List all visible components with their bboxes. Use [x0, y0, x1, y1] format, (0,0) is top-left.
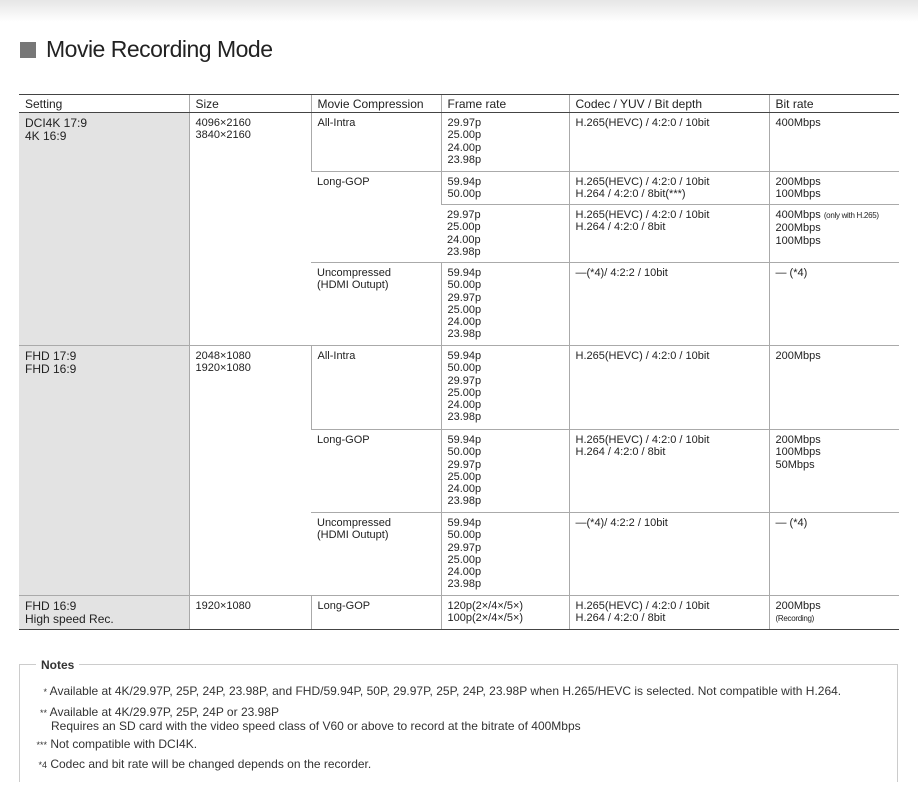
compression-cell: Long-GOP: [311, 430, 441, 513]
page-title: [20, 36, 273, 63]
codec-cell: H.265(HEVC) / 4:2:0 / 10bit: [569, 346, 769, 430]
frame-rate-cell: 59.94p 50.00p 29.97p 25.00p 24.00p 23.98p: [441, 263, 569, 346]
compression-cell: Uncompressed (HDMI Outupt): [311, 263, 441, 346]
table-row: [19, 113, 899, 172]
col-header-bit-rate: Bit rate: [769, 95, 899, 113]
setting-cell: FHD 17:9 FHD 16:9: [19, 346, 189, 596]
frame-rate-cell: 120p(2×/4×/5×) 100p(2×/4×/5×): [441, 596, 569, 630]
note-item: * Available at 4K/29.97P, 25P, 24P, 23.98P, and FHD/59.94P, 50P, 29.97P, 25P, 24P, 23.98P when H.265/HEVC is selected. Not compatible with H.264.: [43, 684, 842, 698]
frame-rate-cell: 59.94p 50.00p: [441, 172, 569, 205]
title-square-icon: [20, 42, 36, 58]
col-header-compression: Movie Compression: [311, 95, 441, 113]
setting-cell: FHD 16:9 High speed Rec.: [19, 596, 189, 630]
compression-cell: All-Intra: [311, 346, 441, 430]
size-cell: 1920×1080: [189, 596, 311, 630]
size-cell: 4096×2160 3840×2160: [189, 113, 311, 346]
bit-rate-cell: 400Mbps: [769, 113, 899, 172]
frame-rate-cell: 59.94p 50.00p 29.97p 25.00p 24.00p 23.98p: [441, 513, 569, 596]
codec-cell: H.265(HEVC) / 4:2:0 / 10bit H.264 / 4:2:0 / 8bit: [569, 205, 769, 263]
bit-rate-cell: 200Mbps 100Mbps 50Mbps: [769, 430, 899, 513]
bit-rate-cell: — (*4): [769, 513, 899, 596]
compression-cell: Long-GOP: [311, 596, 441, 630]
col-header-size: Size: [189, 95, 311, 113]
codec-cell: H.265(HEVC) / 4:2:0 / 10bit H.264 / 4:2:0 / 8bit: [569, 596, 769, 630]
size-cell: 2048×1080 1920×1080: [189, 346, 311, 596]
bit-rate-cell: — (*4): [769, 263, 899, 346]
codec-cell: —(*4)/ 4:2:2 / 10bit: [569, 513, 769, 596]
codec-cell: H.265(HEVC) / 4:2:0 / 10bit: [569, 113, 769, 172]
bit-rate-cell: 200Mbps: [769, 346, 899, 430]
setting-cell: DCI4K 17:9 4K 16:9: [19, 113, 189, 346]
frame-rate-cell: 59.94p 50.00p 29.97p 25.00p 24.00p 23.98p: [441, 346, 569, 430]
bit-rate-cell: 200Mbps 100Mbps: [769, 172, 899, 205]
note-item: ** Available at 4K/29.97P, 25P, 24P or 23.98P Requires an SD card with the video speed class of V60 or above to record at the bitrate of 400Mbps: [39, 705, 581, 733]
bit-rate-cell: 200Mbps (Recording): [769, 596, 899, 630]
bit-rate-cell: 400Mbps (only with H.265) 200Mbps 100Mbps: [769, 205, 899, 263]
note-item: *4 Codec and bit rate will be changed depends on the recorder.: [38, 757, 372, 771]
compression-cell: All-Intra: [311, 113, 441, 172]
frame-rate-cell: 29.97p 25.00p 24.00p 23.98p: [441, 205, 569, 263]
codec-cell: H.265(HEVC) / 4:2:0 / 10bit H.264 / 4:2:0 / 8bit: [569, 430, 769, 513]
frame-rate-cell: 59.94p 50.00p 29.97p 25.00p 24.00p 23.98p: [441, 430, 569, 513]
col-header-codec: Codec / YUV / Bit depth: [569, 95, 769, 113]
notes-box: [19, 658, 898, 782]
note-item: *** Not compatible with DCI4K.: [36, 737, 198, 751]
compression-cell: Long-GOP: [311, 172, 441, 263]
codec-cell: H.265(HEVC) / 4:2:0 / 10bit H.264 / 4:2:0 / 8bit(***): [569, 172, 769, 205]
recording-mode-table: [19, 94, 899, 630]
table-row: [19, 346, 899, 430]
page-title-text: Movie Recording Mode: [46, 36, 273, 62]
col-header-frame-rate: Frame rate: [441, 95, 569, 113]
frame-rate-cell: 29.97p 25.00p 24.00p 23.98p: [441, 113, 569, 172]
top-shade: [0, 0, 918, 22]
notes-legend: Notes: [36, 658, 79, 672]
compression-cell: Uncompressed (HDMI Outupt): [311, 513, 441, 596]
codec-cell: —(*4)/ 4:2:2 / 10bit: [569, 263, 769, 346]
table-header-row: [19, 95, 899, 113]
col-header-setting: Setting: [19, 95, 189, 113]
table-row: [19, 596, 899, 630]
